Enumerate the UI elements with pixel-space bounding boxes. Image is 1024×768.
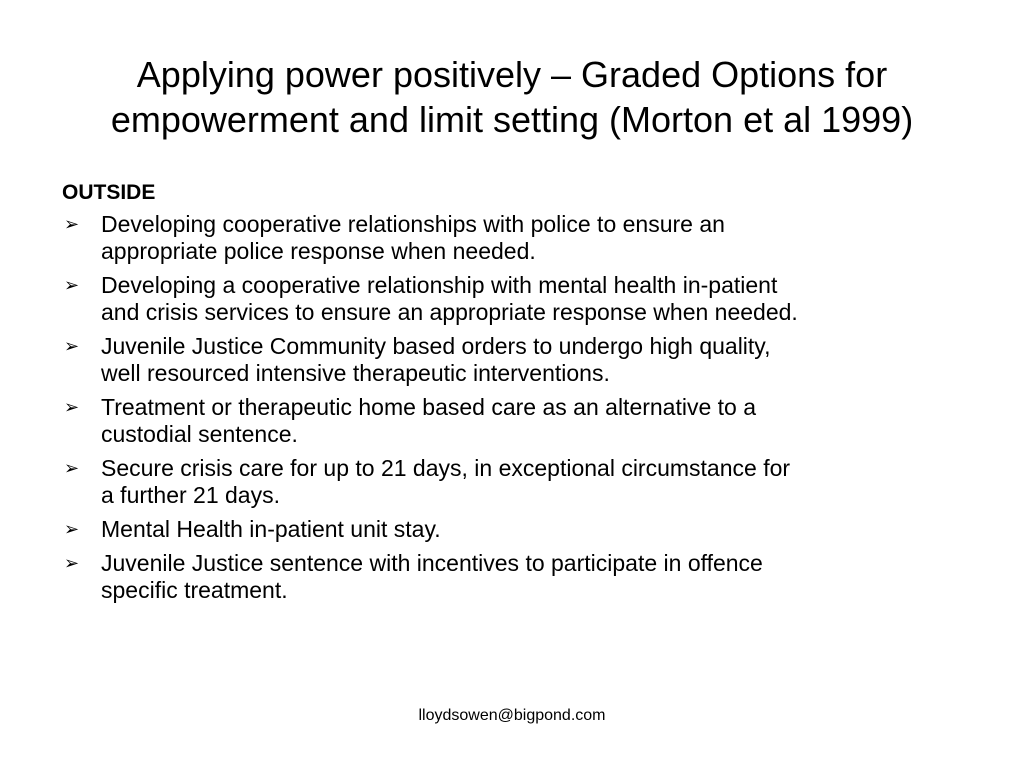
bullet-item xyxy=(62,272,982,326)
bullet-text-line: Developing cooperative relationships with police to ensure an xyxy=(101,211,725,237)
arrowhead-bullet-icon: ➢ xyxy=(64,519,80,540)
bullet-item xyxy=(62,394,982,448)
slide-title-line: Applying power positively – Graded Options for xyxy=(136,54,888,95)
arrowhead-bullet-icon: ➢ xyxy=(64,214,80,235)
arrowhead-bullet-icon: ➢ xyxy=(64,458,80,479)
bullet-text-line: a further 21 days. xyxy=(101,482,280,508)
section-heading: OUTSIDE xyxy=(62,181,156,204)
arrowhead-bullet-icon: ➢ xyxy=(64,397,80,418)
bullet-text-line: Mental Health in-patient unit stay. xyxy=(101,516,441,542)
footer-email: lloydsowen@bigpond.com xyxy=(418,707,606,724)
bullet-item xyxy=(62,516,982,543)
bullet-text-line: Juvenile Justice sentence with incentives to participate in offence xyxy=(101,550,763,576)
bullet-text-line: Juvenile Justice Community based orders to undergo high quality, xyxy=(101,333,771,359)
bullet-text-line: custodial sentence. xyxy=(101,421,298,447)
bullet-text-line: specific treatment. xyxy=(101,577,288,603)
slide-body xyxy=(62,180,982,611)
slide-title-line: empowerment and limit setting (Morton et al 1999) xyxy=(110,99,914,140)
bullet-item xyxy=(62,455,982,509)
bullet-item xyxy=(62,211,982,265)
bullet-text-line: Treatment or therapeutic home based care as an alternative to a xyxy=(101,394,757,420)
bullet-text-line: Developing a cooperative relationship with mental health in-patient xyxy=(101,272,778,298)
arrowhead-bullet-icon: ➢ xyxy=(64,275,80,296)
bullet-item xyxy=(62,333,982,387)
arrowhead-bullet-icon: ➢ xyxy=(64,336,80,357)
bullet-list xyxy=(62,211,982,604)
bullet-text-line: Secure crisis care for up to 21 days, in exceptional circumstance for xyxy=(101,455,791,481)
bullet-text-line: and crisis services to ensure an appropriate response when needed. xyxy=(101,299,798,325)
bullet-text-line: appropriate police response when needed. xyxy=(101,238,536,264)
arrowhead-bullet-icon: ➢ xyxy=(64,553,80,574)
bullet-item xyxy=(62,550,982,604)
bullet-text-line: well resourced intensive therapeutic interventions. xyxy=(101,360,610,386)
slide-title xyxy=(40,52,984,142)
